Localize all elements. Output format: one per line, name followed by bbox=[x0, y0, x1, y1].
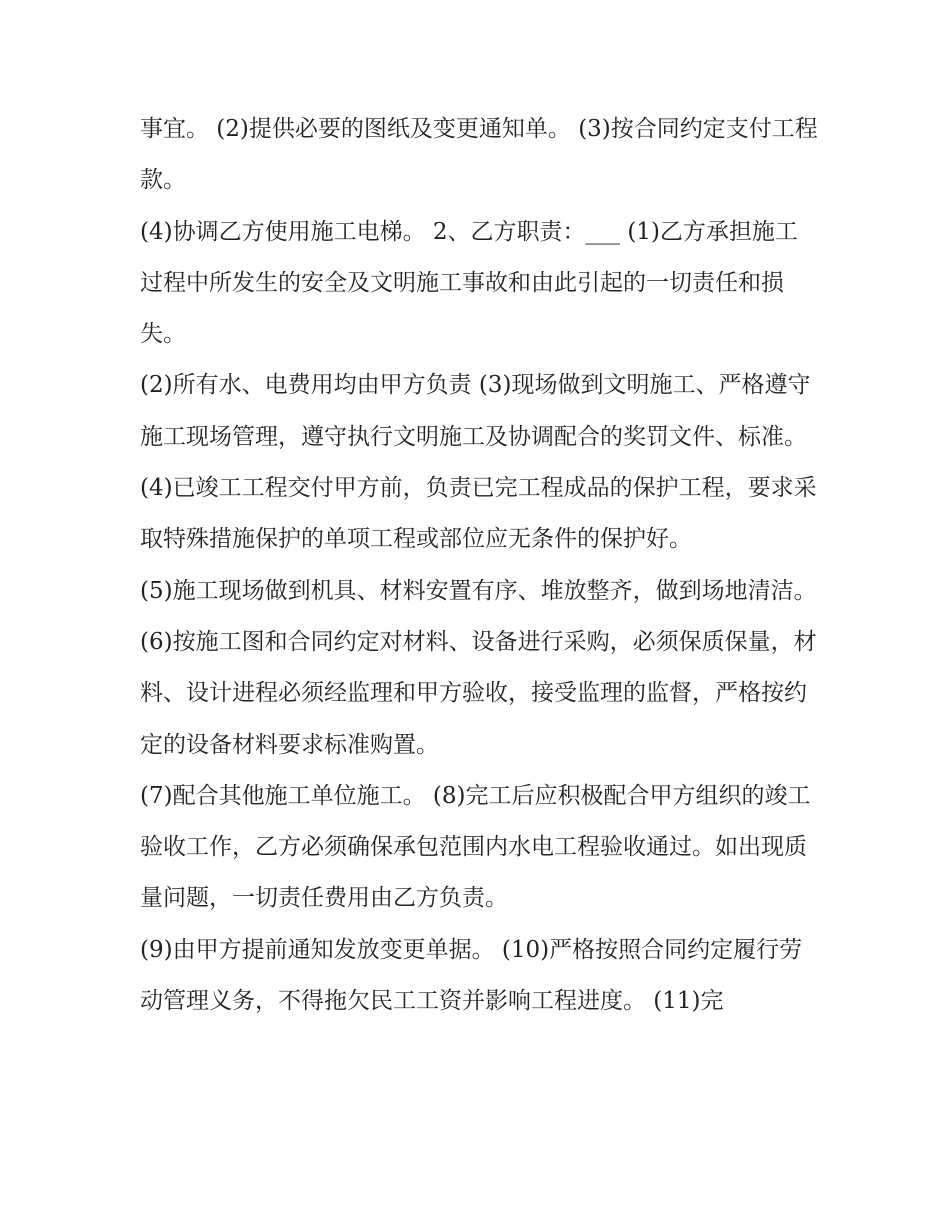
paragraph-3: (2)所有水、电费用均由甲方负责 (3)现场做到文明施工、严格遵守施工现场管理，遵守执行文明施工及协调配合的奖罚文件、标准。 bbox=[140, 372, 811, 450]
paragraph-6: (6)按施工图和合同约定对材料、设备进行采购，必须保质保量，材料、设计进程必须经监理和甲方验收，接受监理的监督，严格按约定的设备材料要求标准购置。 bbox=[140, 628, 817, 758]
document-body bbox=[140, 104, 820, 1027]
paragraph-7: (7)配合其他施工单位施工。 (8)完工后应积极配合甲方组织的竣工验收工作，乙方必须确保承包范围内水电工程验收通过。如出现质量问题，一切责任费用由乙方负责。 bbox=[140, 782, 811, 912]
paragraph-1: 事宜。 (2)提供必要的图纸及变更通知单。 (3)按合同约定支付工程款。 bbox=[140, 116, 818, 194]
paragraph-4: (4)已竣工工程交付甲方前，负责已完工程成品的保护工程，要求采取特殊措施保护的单项工程或部位应无条件的保护好。 bbox=[140, 475, 817, 553]
paragraph-2: (4)协调乙方使用施工电梯。 2、乙方职责：___ (1)乙方承担施工过程中所发生的安全及文明施工事故和由此引起的一切责任和损失。 bbox=[140, 218, 798, 348]
paragraph-5: (5)施工现场做到机具、材料安置有序、堆放整齐，做到场地清洁。 bbox=[140, 577, 817, 604]
paragraph-8: (9)由甲方提前通知发放变更单据。 (10)严格按照合同约定履行劳动管理义务，不得拖欠民工工资并影响工程进度。 (11)完 bbox=[140, 936, 803, 1015]
